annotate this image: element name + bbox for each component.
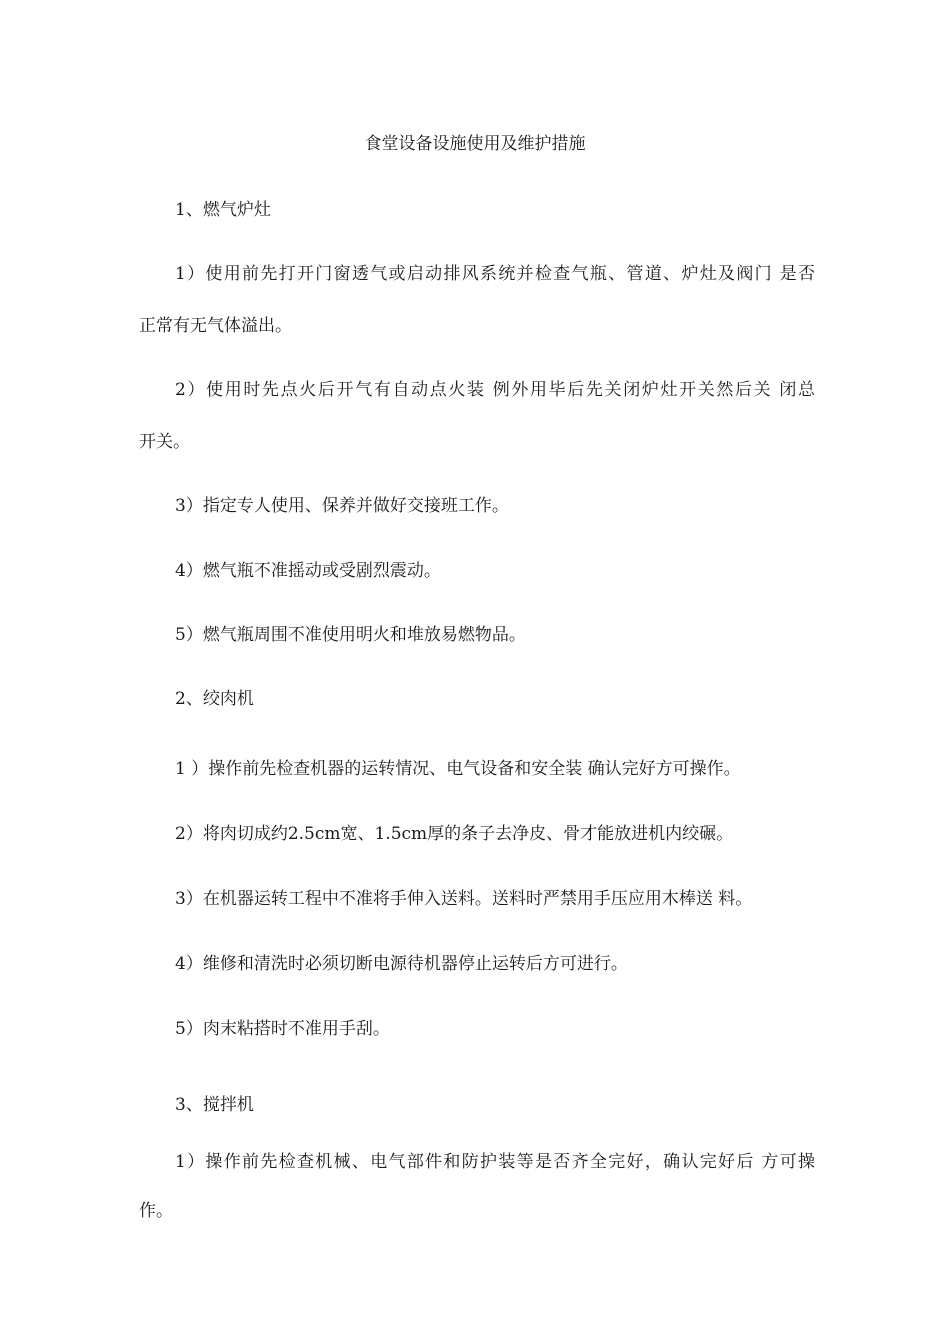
section-heading-mixer: 3、搅拌机 bbox=[175, 1095, 254, 1115]
paragraph-line: 正常有无气体溢出。 bbox=[139, 316, 292, 336]
paragraph-line: 1 ）操作前先检查机器的运转情况、电气设备和安全装 确认完好方可操作。 bbox=[175, 759, 741, 779]
document-title: 食堂设备设施使用及维护措施 bbox=[364, 134, 586, 154]
paragraph-line: 3）在机器运转工程中不准将手伸入送料。送料时严禁用手压应用木棒送 料。 bbox=[175, 889, 753, 909]
paragraph-line: 4）燃气瓶不准摇动或受剧烈震动。 bbox=[175, 561, 441, 581]
paragraph-line: 5）肉末粘搭时不准用手刮。 bbox=[175, 1019, 390, 1039]
paragraph-line: 3）指定专人使用、保养并做好交接班工作。 bbox=[175, 496, 509, 516]
paragraph-line: 2）使用时先点火后开气有自动点火装 例外用毕后先关闭炉灶开关然后关 闭总 bbox=[175, 380, 815, 400]
paragraph-line: 作。 bbox=[139, 1201, 173, 1221]
section-heading-meat-grinder: 2、绞肉机 bbox=[175, 689, 254, 709]
paragraph-line: 1）操作前先检查机械、电气部件和防护装等是否齐全完好，确认完好后 方可操 bbox=[175, 1152, 815, 1172]
paragraph-line: 2）将肉切成约2.5cm宽、1.5cm厚的条子去净皮、骨才能放进机内绞碾。 bbox=[175, 824, 734, 844]
paragraph-line: 1）使用前先打开门窗透气或启动排风系统并检查气瓶、管道、炉灶及阀门 是否 bbox=[175, 264, 815, 284]
paragraph-line: 5）燃气瓶周围不准使用明火和堆放易燃物品。 bbox=[175, 625, 526, 645]
section-heading-gas-stove: 1、燃气炉灶 bbox=[175, 200, 271, 220]
paragraph-line: 开关。 bbox=[139, 432, 190, 452]
paragraph-line: 4）维修和清洗时必须切断电源待机器停止运转后方可进行。 bbox=[175, 954, 628, 974]
